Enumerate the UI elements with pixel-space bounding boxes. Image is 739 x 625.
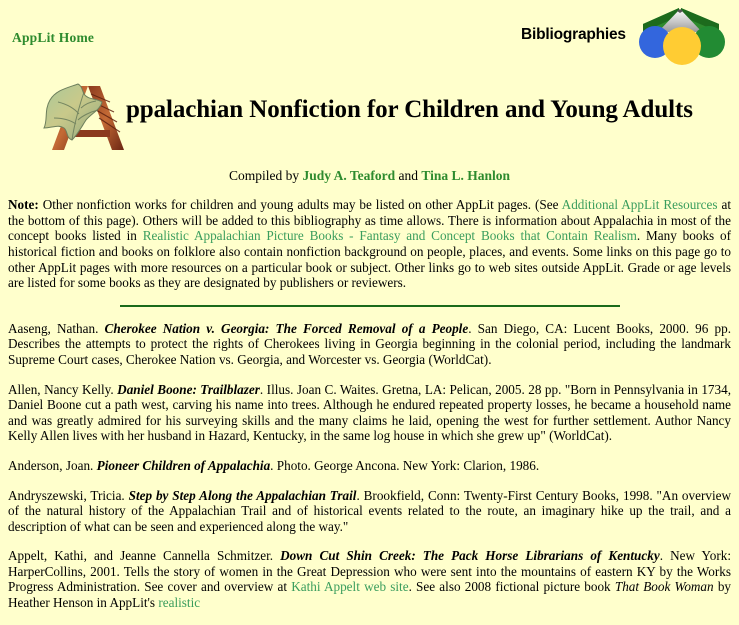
compiled-by-line	[6, 168, 733, 184]
note-text-part1: Other nonfiction works for children and young adults may be listed on other AppLit pages. (See	[38, 197, 562, 213]
note-label: Note:	[8, 197, 39, 213]
section-divider	[120, 305, 620, 307]
entry-related-title: That Book Woman	[614, 579, 714, 595]
entry-title: Pioneer Children of Appalachia	[96, 457, 271, 473]
compiled-prefix: Compiled by	[228, 168, 303, 183]
link-additional-applit-resources[interactable]: Additional AppLit Resources	[561, 197, 718, 213]
bibliography-entry	[8, 458, 731, 474]
entry-author: Appelt, Kathi, and Jeanne Cannella Schmitzer.	[8, 548, 281, 564]
entry-author: Anderson, Joan.	[8, 457, 97, 473]
entry-title: Daniel Boone: Trailblazer	[117, 381, 260, 397]
entry-description-3: by Heather Henson in AppLit's	[8, 579, 732, 611]
open-book-with-three-circles-icon	[633, 2, 731, 68]
entry-description: . San Diego, CA: Lucent Books, 2000. 96 pp. Describes the attempts to protect the rights of Cherokees living in Georgia beginning in the colonial period, including the landmark Supreme Court cases, Cherokee Nation vs. Georgia, and Worcester vs. Georgia (WorldCat).	[8, 320, 731, 367]
author-link-judy-teaford[interactable]: Judy A. Teaford	[302, 168, 396, 183]
entry-author: Andryszewski, Tricia.	[8, 487, 129, 503]
link-realistic[interactable]: realistic	[158, 595, 201, 611]
note-text-part2: at the bottom of this page). Others will be added to this bibliography as time allows. There is information about Appalachia in most of the concept books listed in	[8, 197, 731, 244]
bibliographies-banner	[521, 2, 731, 72]
entry-description-2: . See also 2008 fictional picture book	[408, 579, 615, 595]
page-header	[6, 0, 733, 78]
entry-title: Step by Step Along the Appalachian Trail	[128, 487, 357, 503]
page-title-row	[6, 80, 733, 154]
bibliography-entry	[8, 548, 731, 610]
applit-home-link[interactable]: AppLit Home	[12, 30, 95, 45]
entry-title: Cherokee Nation v. Georgia: The Forced Removal of a People	[104, 320, 469, 336]
author-link-tina-hanlon[interactable]: Tina L. Hanlon	[421, 168, 511, 183]
byline-joiner: and	[395, 168, 422, 183]
entry-author: Aaseng, Nathan.	[8, 320, 105, 336]
bibliography-entry	[8, 321, 731, 368]
bibliography-entries	[6, 321, 733, 625]
bibliography-entry	[8, 382, 731, 444]
page-title: ppalachian Nonfiction for Children and Young Adults	[126, 96, 693, 123]
entry-description: . Illus. Joan C. Waites. Gretna, LA: Pelican, 2005. 28 pp. "Born in Pennsylvania in 1734, Daniel Boone cut a path west, carving his name into trees. Although he endured repeated property losses, he became a household name and was greatly admired for his surveying skills and the many claims he laid, opening the west for further settlement. Author Nancy Kelly Allen lives with her husband in Hazard, Kentucky, in the same log house in which she grew up" (WorldCat).	[8, 381, 731, 444]
bibliographies-label: Bibliographies	[521, 26, 626, 43]
note-text-part3: . Many books of historical fiction and books on folklore also contain nonfiction background on people, places, and events. Some links on this page go to other AppLit pages with more resources on a particular book or subject. Other links go to web sites outside AppLit. Grade or age levels are listed for some books as they are designated by publishers or reviewers.	[8, 228, 731, 291]
note-paragraph	[8, 197, 731, 291]
entry-description: . Photo. George Ancona. New York: Clarion, 1986.	[270, 457, 540, 473]
bibliography-entry	[8, 488, 731, 535]
entry-description: . New York: HarperCollins, 2001. Tells the story of women in the Great Depression who were sent into the mountains of eastern KY by the Works Progress Administration. See cover and overview at	[8, 548, 732, 595]
entry-title: Down Cut Shin Creek: The Pack Horse Librarians of Kentucky	[280, 548, 660, 564]
entry-author: Allen, Nancy Kelly.	[8, 381, 118, 397]
entry-description: . Brookfield, Conn: Twenty-First Century Books, 1998. "An overview of the natural history of the Appalachian Trail and of historical events related to the route, an imaginary hike up the trail, and a description of what can be seen and experienced along the way."	[8, 487, 732, 534]
link-realistic-appalachian-picture-books[interactable]: Realistic Appalachian Picture Books - Fantasy and Concept Books that Contain Realism	[142, 228, 637, 244]
leaf-and-a-frame-initial-icon	[38, 80, 130, 154]
link-kathi-appelt-web-site[interactable]: Kathi Appelt web site	[291, 579, 409, 595]
